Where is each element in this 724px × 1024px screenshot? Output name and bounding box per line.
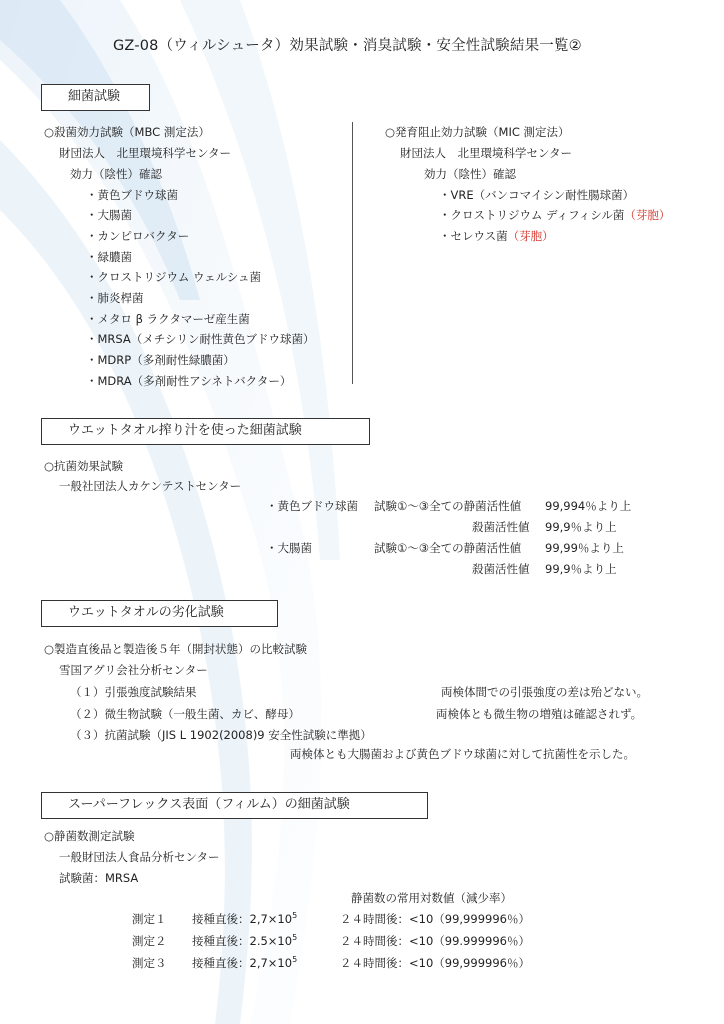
bacteria-list-item: ・緑膿菌 <box>86 250 132 264</box>
bacteria-list-item <box>439 207 670 223</box>
sub-test-result: 両検体とも大腸菌および黄色ブドウ球菌に対して抗菌性を示した。 <box>290 747 635 761</box>
right-test-method: ○発育阻止効力試験（MIC 測定法） <box>385 125 570 139</box>
sec3-organization: 雪国アグリ会社分析センター <box>59 663 208 677</box>
measurement-initial <box>192 933 297 949</box>
bacteria-list-item: ・MDRA（多剤耐性アシネトバクター） <box>86 374 292 388</box>
sub-test-result: 両検体間での引張強度の差は殆どない。 <box>441 685 648 699</box>
bacteria-list-item: ・MRSA（メチシリン耐性黄色ブドウ球菌） <box>86 332 315 346</box>
sec3-test-method: ○製造直後品と製造後５年（開封状態）の比較試験 <box>44 642 308 656</box>
sub-test-result: 両検体とも微生物の増殖は確認されず。 <box>436 707 643 721</box>
bacteria-list-item <box>439 228 554 244</box>
sub-test-label: （１）引張強度試験結果 <box>70 685 197 699</box>
test-strain: 試験菌：MRSA <box>59 871 139 885</box>
bacteria-list-item: ・カンピロバクター <box>86 229 190 243</box>
result-value: 99,994％より上 <box>545 499 632 513</box>
initial-count: 接種直後：2.5×10 <box>192 934 293 948</box>
exponent: 5 <box>292 933 298 943</box>
document-title: GZ-08（ウィルシュータ）効果試験・消臭試験・安全性試験結果一覧② <box>113 38 582 54</box>
bacteria-list-item: ・MDRP（多剤耐性緑膿菌） <box>86 353 235 367</box>
left-test-organization: 財団法人 北里環境科学センター <box>59 146 232 160</box>
measurement-initial <box>192 911 297 927</box>
section-heading-superflex-film-test: スーパーフレックス表面（フィルム）の細菌試験 <box>41 792 428 819</box>
measurement-24h: ２４時間後：<10（99,999996％） <box>340 956 530 970</box>
spore-note: （芽胞） <box>507 229 554 243</box>
sec2-organization: 一般社団法人カケンテストセンター <box>59 479 242 493</box>
right-test-organization: 財団法人 北里環境科学センター <box>400 146 573 160</box>
sub-test-label: （３）抗菌試験（JIS L 1902(2008)9 安全性試験に準拠） <box>70 728 372 742</box>
section-heading-bacteria-test: 細菌試験 <box>41 84 150 111</box>
kill-activity-label: 殺菌活性値 <box>472 562 530 576</box>
bacteria-list-item: ・メタロ β ラクタマーゼ産生菌 <box>86 312 250 326</box>
sec2-test-method: ○抗菌効果試験 <box>44 459 124 473</box>
measurement-initial <box>192 955 297 971</box>
initial-count: 接種直後：2,7×10 <box>192 912 293 926</box>
measurement-column-header: 静菌数の常用対数値（減少率） <box>351 891 512 905</box>
measurement-24h: ２４時間後：<10（99.999996％） <box>340 934 530 948</box>
result-test-label: 試験①～③全ての静菌活性値 <box>374 541 522 555</box>
kill-activity-value: 99,9％より上 <box>545 520 617 534</box>
section-heading-wet-towel-juice: ウエットタオル搾り汁を使った細菌試験 <box>41 418 370 445</box>
bacteria-name: ・セレウス菌 <box>439 229 508 243</box>
bacteria-list-item: ・黄色ブドウ球菌 <box>86 188 178 202</box>
result-bacteria-name: ・大腸菌 <box>266 541 312 555</box>
measurement-label: 測定１ <box>132 912 167 926</box>
initial-count: 接種直後：2,7×10 <box>192 956 293 970</box>
bacteria-list-item: ・肺炎桿菌 <box>86 291 144 305</box>
bacteria-name: ・クロストリジウム ディフィシル菌 <box>439 208 625 222</box>
measurement-label: 測定２ <box>132 934 167 948</box>
left-effect-check: 効力（陰性）確認 <box>70 167 162 181</box>
sec4-test-method: ○静菌数測定試験 <box>44 829 135 843</box>
kill-activity-label: 殺菌活性値 <box>472 520 530 534</box>
column-divider <box>352 122 353 384</box>
sub-test-label: （２）微生物試験（一般生菌、カビ、酵母） <box>70 707 300 721</box>
exponent: 5 <box>292 911 298 921</box>
result-value: 99,99％より上 <box>545 541 624 555</box>
spore-note: （芽胞） <box>624 208 671 222</box>
left-test-method: ○殺菌効力試験（MBC 測定法） <box>44 125 210 139</box>
bacteria-list-item: ・クロストリジウム ウェルシュ菌 <box>86 270 262 284</box>
result-test-label: 試験①～③全ての静菌活性値 <box>374 499 522 513</box>
right-effect-check: 効力（陰性）確認 <box>424 167 516 181</box>
section-heading-degradation-test: ウエットタオルの劣化試験 <box>41 600 278 627</box>
bacteria-list-item: ・VRE（バンコマイシン耐性腸球菌） <box>439 188 635 202</box>
sec4-organization: 一般財団法人食品分析センター <box>59 850 220 864</box>
measurement-label: 測定３ <box>132 956 167 970</box>
kill-activity-value: 99,9％より上 <box>545 562 617 576</box>
measurement-24h: ２４時間後：<10（99,999996％） <box>340 912 530 926</box>
bacteria-list-item: ・大腸菌 <box>86 208 132 222</box>
exponent: 5 <box>292 955 298 965</box>
result-bacteria-name: ・黄色ブドウ球菌 <box>266 499 358 513</box>
